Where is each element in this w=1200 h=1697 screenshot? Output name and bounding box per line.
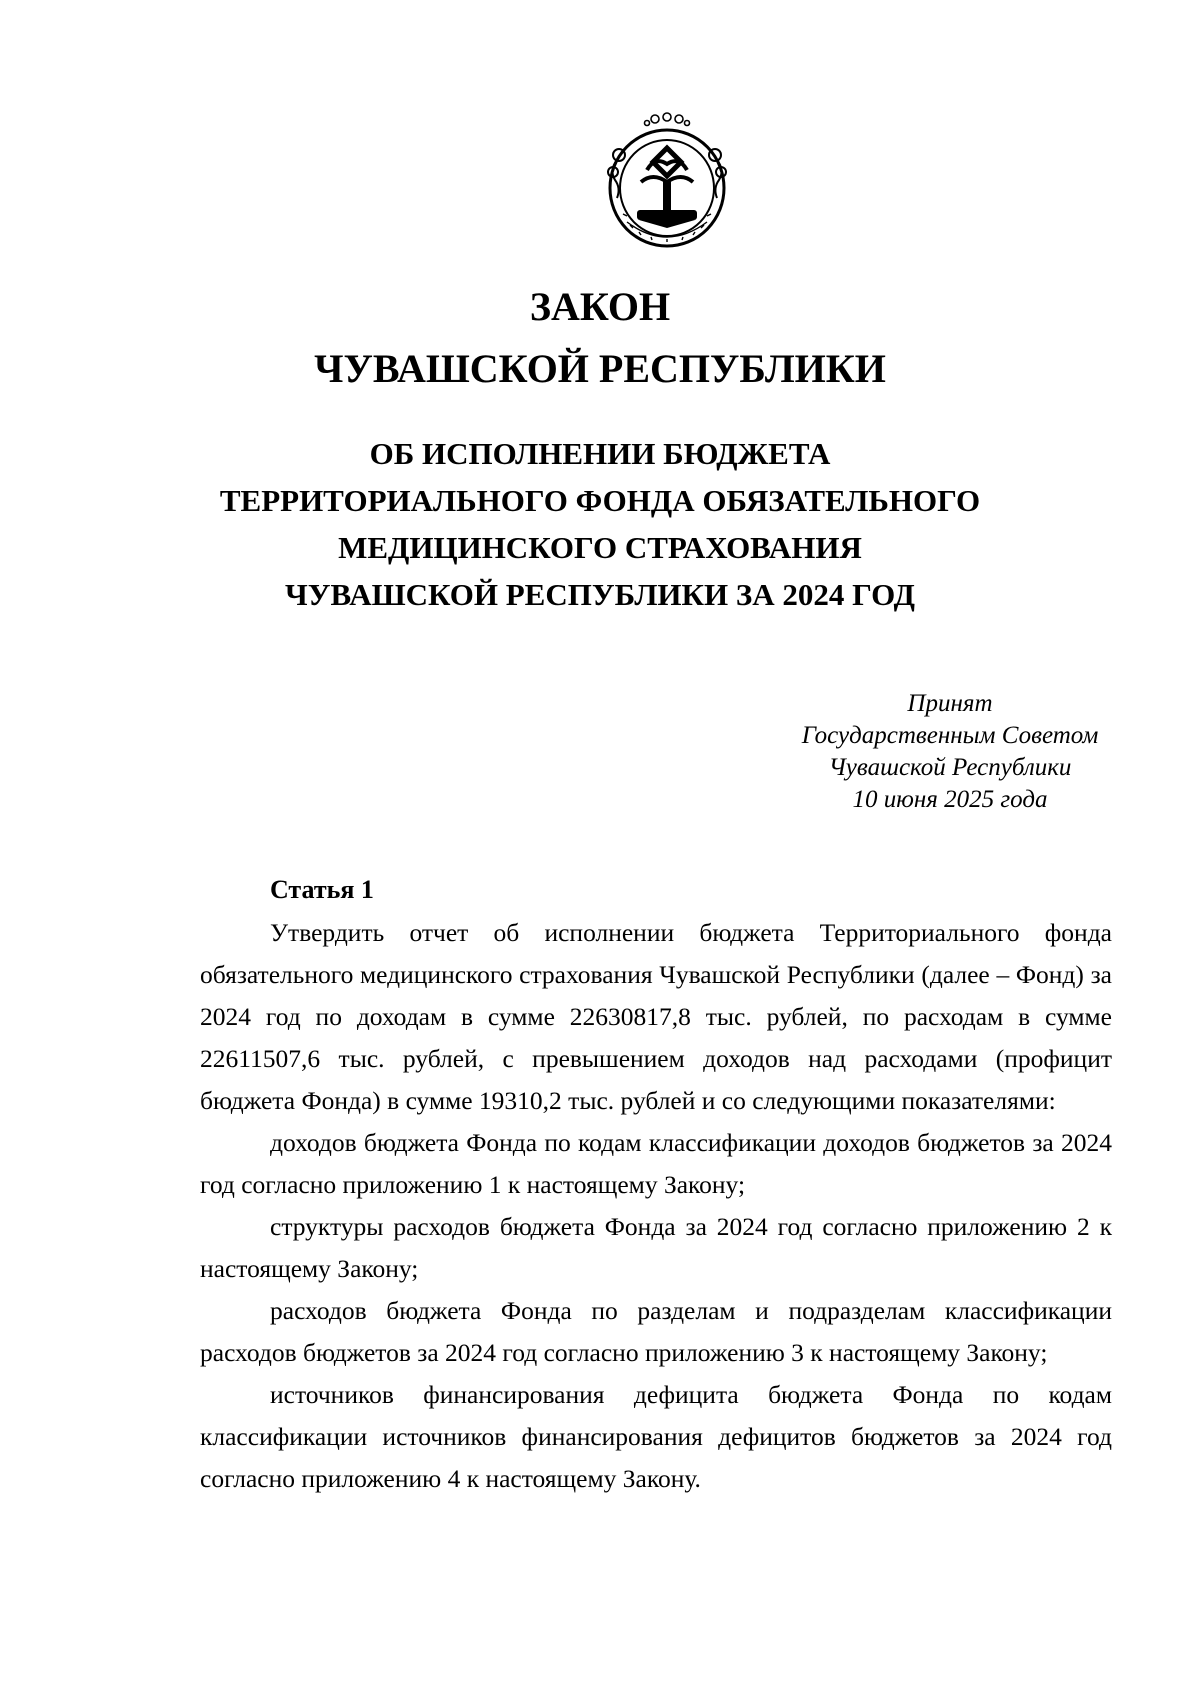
law-subject-title [0,430,1200,618]
adoption-line-2: Государственным Советом [801,722,1099,749]
law-title-line-2: ЧУВАШСКОЙ РЕСПУБЛИКИ [314,346,886,391]
subject-line-2: ТЕРРИТОРИАЛЬНОГО ФОНДА ОБЯЗАТЕЛЬНОГО [219,483,981,518]
article-paragraph: расходов бюджета Фонда по разделам и подразделам классификации расходов бюджетов за 2024 год согласно приложению 3 к настоящему Закону; [200,1296,1112,1367]
article-paragraph: доходов бюджета Фонда по кодам классификации доходов бюджетов за 2024 год согласно приложению 1 к настоящему Закону; [200,1128,1112,1199]
law-title-line-1: ЗАКОН [529,284,671,329]
article-heading: Статья 1 [270,875,374,904]
adoption-line-1: Принят [907,690,993,717]
subject-line-1: ОБ ИСПОЛНЕНИИ БЮДЖЕТА [369,436,831,471]
adoption-line-3: Чувашской Республики [828,754,1072,781]
law-title [0,276,1200,400]
article-paragraph: структуры расходов бюджета Фонда за 2024 год согласно приложению 2 к настоящему Закону; [200,1212,1112,1283]
coat-of-arms-icon [597,110,737,250]
subject-line-4: ЧУВАШСКОЙ РЕСПУБЛИКИ ЗА 2024 ГОД [285,577,915,612]
subject-line-3: МЕДИЦИНСКОГО СТРАХОВАНИЯ [338,530,862,565]
article-paragraph: Утвердить отчет об исполнении бюджета Территориального фонда обязательного медицинского страхования Чувашской Республики (далее – Фонд) за 2024 год по доходам в сумме 22630817,8 тыс. рублей, по расходам в сумме 22611507,6 тыс. рублей, с превышением доходов над расходами (профицит бюджета Фонда) в сумме 19310,2 тыс. рублей и со следующими показателями: [200,918,1112,1115]
article-paragraph: источников финансирования дефицита бюджета Фонда по кодам классификации источников финансирования дефицитов бюджетов за 2024 год согласно приложению 4 к настоящему Закону. [200,1380,1112,1493]
article-body [200,912,1112,1500]
adoption-note [780,688,1120,816]
adoption-date: 10 июня 2025 года [852,786,1048,813]
